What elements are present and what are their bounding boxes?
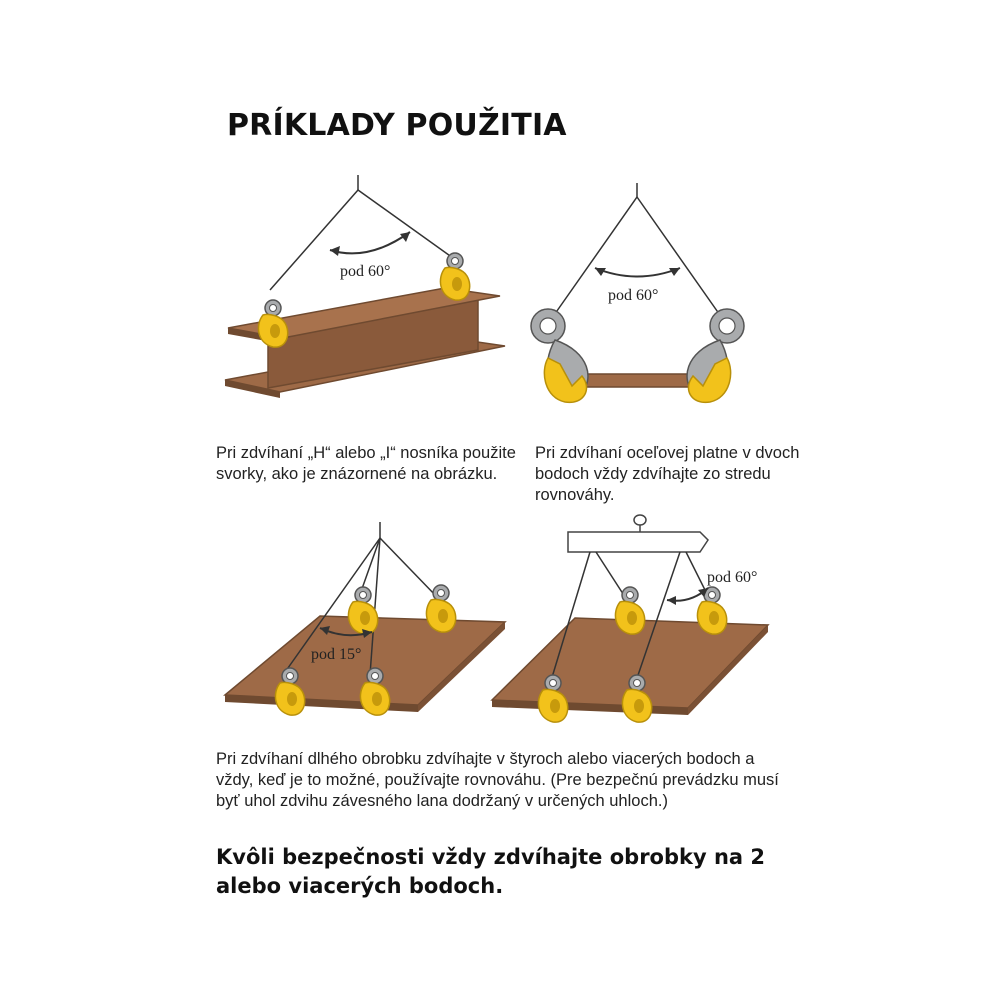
i-beam-caption: Pri zdvíhaní „H“ alebo „I“ nosníka použite svorky, ako je znázornené na obrázku.: [216, 444, 516, 483]
long-workpiece-caption: Pri zdvíhaní dlhého obrobku zdvíhajte v štyroch alebo viacerých bodoch a vždy, keď je to možné, používajte rovnováhu. (Pre bezpečnú prevádzku musí byť uhol zdvihu závesného lana dodržaný v určených uhloch.): [216, 750, 779, 810]
four-point-illustration: [225, 522, 505, 715]
safety-warning: Kvôli bezpečnosti vždy zdvíhajte obrobky na 2 alebo viacerých bodoch.: [216, 845, 766, 898]
steel-plate-illustration: [531, 183, 744, 402]
left-clamp-icon: [531, 309, 588, 402]
spreader-illustration: [492, 515, 768, 722]
right-clamp-icon: [687, 309, 744, 402]
i-beam-angle-label: pod 60°: [340, 263, 391, 280]
four-point-angle-label: pod 15°: [311, 646, 362, 663]
i-beam-illustration: [225, 175, 505, 398]
spreader-angle-label: pod 60°: [707, 569, 758, 586]
steel-plate-angle-label: pod 60°: [608, 287, 659, 304]
steel-plate-caption: Pri zdvíhaní oceľovej platne v dvoch bodoch vždy zdvíhajte zo stredu rovnováhy.: [535, 444, 800, 504]
spreader-beam: [568, 515, 708, 552]
page-title: PRÍKLADY POUŽITIA: [227, 108, 567, 143]
